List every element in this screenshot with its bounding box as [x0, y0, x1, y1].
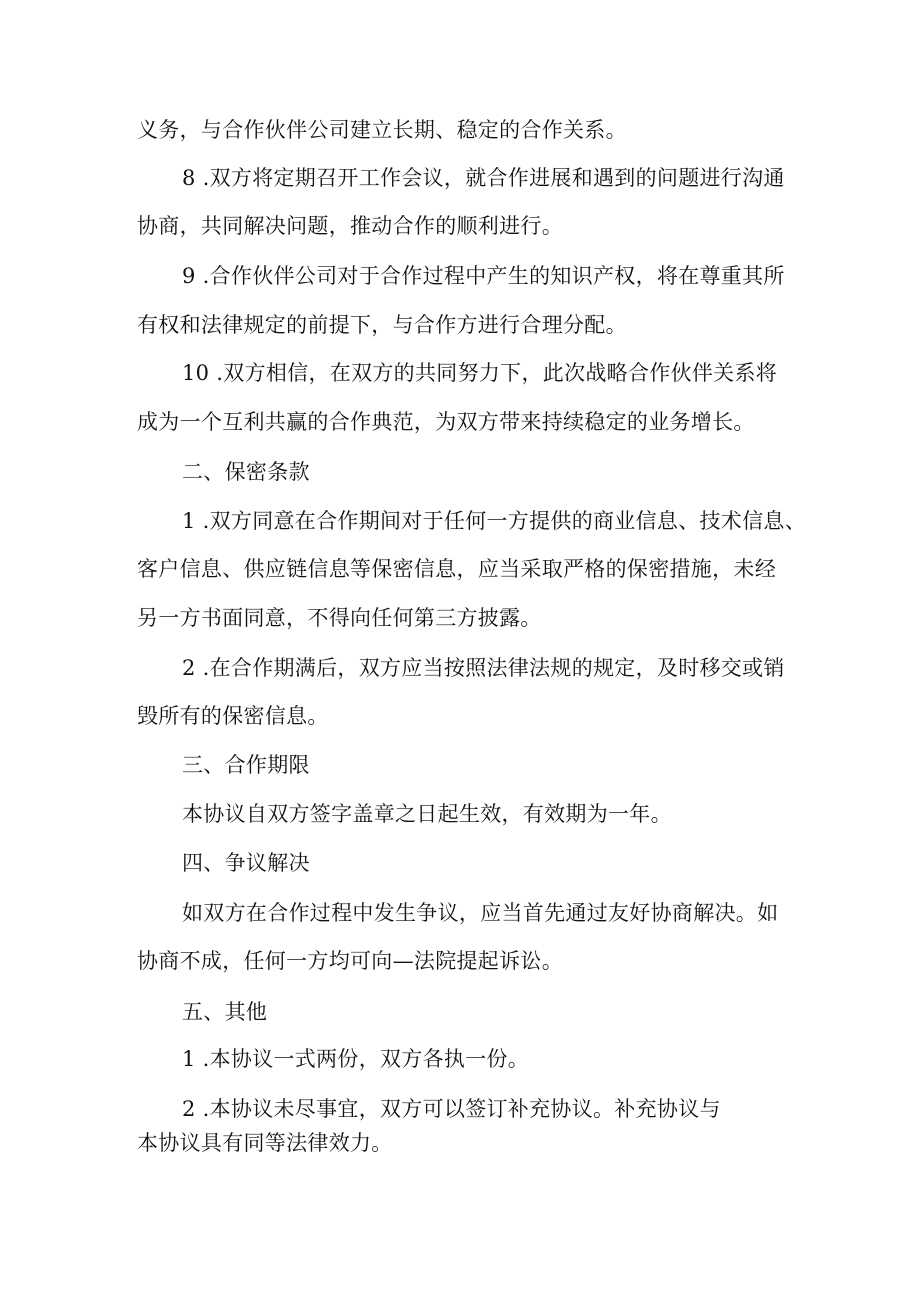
body-text-line: 毁所有的保密信息。	[137, 704, 329, 728]
section-heading: 四、争议解决	[182, 851, 310, 875]
section-heading: 二、保密条款	[182, 460, 310, 484]
body-text-line: 另一方书面同意，不得向任何第三方披露。	[137, 606, 542, 630]
body-text-line: 协商，共同解决问题，推动合作的顺利进行。	[137, 214, 563, 238]
clause-text: 10 .双方相信，在双方的共同努力下，此次战略合作伙伴关系将	[182, 361, 778, 385]
section-heading: 五、其他	[182, 1000, 268, 1024]
body-text-line: 协商不成，任何一方均可向—法院提起诉讼。	[137, 949, 563, 973]
clause-text: 1 .双方同意在合作期间对于任何一方提供的商业信息、技术信息、	[182, 509, 807, 533]
clause-text: 2 .在合作期满后，双方应当按照法律法规的规定，及时移交或销	[182, 656, 785, 680]
clause-text: 2 .本协议未尽事宜，双方可以签订补充协议。补充协议与	[182, 1097, 721, 1121]
body-text-line: 有权和法律规定的前提下，与合作方进行合理分配。	[137, 313, 627, 337]
body-text-line: 义务，与合作伙伴公司建立长期、稳定的合作关系。	[137, 118, 627, 142]
clause-text: 本协议自双方签字盖章之日起生效，有效期为一年。	[182, 802, 672, 826]
section-heading: 三、合作期限	[182, 753, 310, 777]
body-text-line: 客户信息、供应链信息等保密信息，应当采取严格的保密措施，未经	[137, 557, 776, 581]
clause-text: 1 .本协议一式两份，双方各执一份。	[182, 1047, 530, 1071]
body-text-line: 本协议具有同等法律效力。	[137, 1131, 393, 1155]
clause-text: 如双方在合作过程中发生争议，应当首先通过友好协商解决。如	[182, 901, 779, 925]
clause-text: 8 .双方将定期召开工作会议，就合作进展和遇到的问题进行沟通	[182, 166, 785, 190]
clause-text: 9 .合作伙伴公司对于合作过程中产生的知识产权，将在尊重其所	[182, 264, 785, 288]
body-text-line: 成为一个互利共赢的合作典范，为双方带来持续稳定的业务增长。	[137, 410, 755, 434]
